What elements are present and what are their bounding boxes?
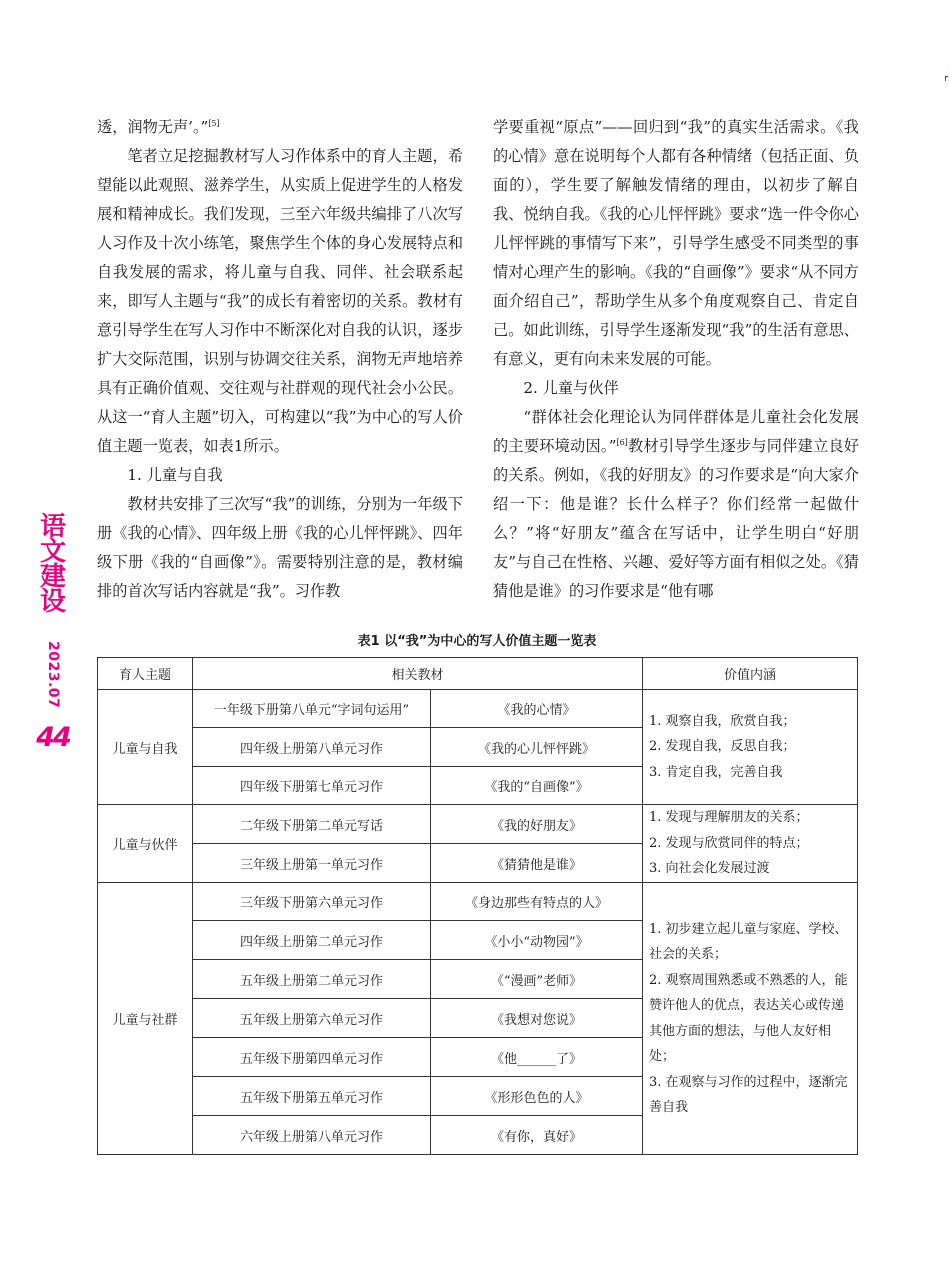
value-cell bbox=[643, 690, 858, 805]
journal-name: 语 文 建 设 bbox=[39, 512, 66, 617]
value-text: 1. 发现与理解朋友的关系； 2. 发现与欣赏同伴的特点； 3. 向社会化发展过渡 bbox=[649, 810, 809, 877]
title-cell: 《小小“动物园”》 bbox=[431, 921, 643, 960]
unit-cell: 五年级上册第二单元习作 bbox=[193, 960, 431, 999]
header-materials: 相关教材 bbox=[193, 658, 643, 690]
paragraph: 笔者立足挖掘教材写人习作体系中的育人主题，希望能以此观照、滋养学生，从实质上促进学生的人格发展和精神成长。我们发现，三至六年级共编排了八次写人习作及十次小练笔，聚焦学生个体的身心发展特点和自我发展的需求，将儿童与自我、同伴、社会联系起来，即写人主题与“我”的成长有着密切的关系。教材有意引导学生在写人习作中不断深化对自我的认识，逐步扩大交际范围，识别与协调交往关系，润物无声地培养具有正确价值观、交往观与社群观的现代社会小公民。从这一“育人主题”切入，可构建以“我”为中心的写人价值主题一览表，如表1所示。 bbox=[97, 147, 463, 455]
title-cell: 《我的“自画像”》 bbox=[431, 767, 643, 805]
left-column bbox=[97, 113, 463, 606]
right-column bbox=[493, 113, 859, 606]
table-body bbox=[98, 690, 858, 1155]
page-number: 44 bbox=[36, 722, 70, 754]
theme-cell: 儿童与自我 bbox=[98, 690, 193, 805]
table-row bbox=[98, 690, 858, 728]
theme-cell: 儿童与伙伴 bbox=[98, 805, 193, 883]
value-text: 1. 观察自我，欣赏自我； 2. 发现自我，反思自我； 3. 肯定自我，完善自我 bbox=[649, 713, 796, 780]
unit-cell: 四年级上册第二单元习作 bbox=[193, 921, 431, 960]
title-cell: 《他______了》 bbox=[431, 1038, 643, 1077]
table-caption: 表1 以“我”为中心的写人价值主题一览表 bbox=[357, 634, 597, 649]
unit-cell: 五年级上册第六单元习作 bbox=[193, 999, 431, 1038]
unit-cell: 三年级上册第一单元习作 bbox=[193, 844, 431, 883]
title-cell: 《身边那些有特点的人》 bbox=[431, 883, 643, 921]
title-cell: 《形形色色的人》 bbox=[431, 1077, 643, 1116]
header-value: 价值内涵 bbox=[643, 658, 858, 690]
paragraph: “群体社会化理论认为同伴群体是儿童社会化发展的主要环境动因。”[6]教材引导学生逐步与同伴建立良好的关系。例如，《我的好朋友》的习作要求是“向大家介绍一下：他是谁？长什么样子？你们经常一起做什么？”将“好朋友”蕴含在写话中，让学生明白“好朋友”与自己在性格、兴趣、爱好等方面有相似之处。《猜猜他是谁》的习作要求是“他有哪 bbox=[493, 408, 859, 600]
unit-cell: 五年级下册第五单元习作 bbox=[193, 1077, 431, 1116]
unit-cell: 四年级下册第七单元习作 bbox=[193, 767, 431, 805]
value-cell bbox=[643, 883, 858, 1155]
value-cell bbox=[643, 805, 858, 883]
title-cell: 《猜猜他是谁》 bbox=[431, 844, 643, 883]
header-topic: 育人主题 bbox=[98, 658, 193, 690]
section-heading: 2. 儿童与伙伴 bbox=[523, 379, 619, 397]
journal-sidebar bbox=[36, 512, 70, 754]
issue-number: 2023.07 bbox=[45, 641, 61, 709]
title-cell: 《我的心儿怦怦跳》 bbox=[431, 728, 643, 767]
paragraph-continued: 学要重视“原点”——回归到“我”的真实生活需求。《我的心情》意在说明每个人都有各种情绪（包括正面、负面的），学生要了解触发情绪的理由，以初步了解自我、悦纳自我。《我的心儿怦怦跳》要求“选一件令你心儿怦怦跳的事情写下来”，引导学生感受不同类型的事情对心理产生的影响。《我的“自画像”》要求“从不同方面介绍自己”，帮助学生从多个角度观察自己、肯定自己。如此训练，引导学生逐渐发现“我”的生活有意思、有意义，更有向未来发展的可能。 bbox=[493, 118, 859, 368]
paragraph-continued: 透，润物无声’。”[5] bbox=[97, 118, 220, 136]
unit-cell: 三年级下册第六单元习作 bbox=[193, 883, 431, 921]
theme-cell: 儿童与社群 bbox=[98, 883, 193, 1155]
title-cell: 《有你，真好》 bbox=[431, 1116, 643, 1155]
title-cell: 《我想对您说》 bbox=[431, 999, 643, 1038]
citation-ref: [6] bbox=[616, 437, 628, 447]
paragraph: 教材共安排了三次写“我”的训练，分别为一年级下册《我的心情》、四年级上册《我的心儿怦怦跳》、四年级下册《我的“自画像”》。需要特别注意的是，教材编排的首次写话内容就是“我”。习作教 bbox=[97, 495, 463, 600]
crop-mark bbox=[945, 76, 948, 81]
table-row bbox=[98, 805, 858, 844]
unit-cell: 一年级下册第八单元“字词句运用” bbox=[193, 690, 431, 728]
value-theme-table bbox=[97, 657, 858, 1155]
unit-cell: 六年级上册第八单元习作 bbox=[193, 1116, 431, 1155]
title-cell: 《我的好朋友》 bbox=[431, 805, 643, 844]
unit-cell: 五年级下册第四单元习作 bbox=[193, 1038, 431, 1077]
unit-cell: 四年级上册第八单元习作 bbox=[193, 728, 431, 767]
unit-cell: 二年级下册第二单元写话 bbox=[193, 805, 431, 844]
table-header-row bbox=[98, 658, 858, 690]
value-text: 1. 初步建立起儿童与家庭、学校、社会的关系； 2. 观察周围熟悉或不熟悉的人，能赞许他人的优点，表达关心或传递其他方面的想法，与他人友好相处； 3. 在观察与习作的过程中，逐渐完善自我 bbox=[649, 921, 848, 1115]
title-cell: 《“漫画”老师》 bbox=[431, 960, 643, 999]
section-heading: 1. 儿童与自我 bbox=[127, 466, 223, 484]
citation-ref: [5] bbox=[208, 118, 220, 128]
title-cell: 《我的心情》 bbox=[431, 690, 643, 728]
table-row bbox=[98, 883, 858, 921]
